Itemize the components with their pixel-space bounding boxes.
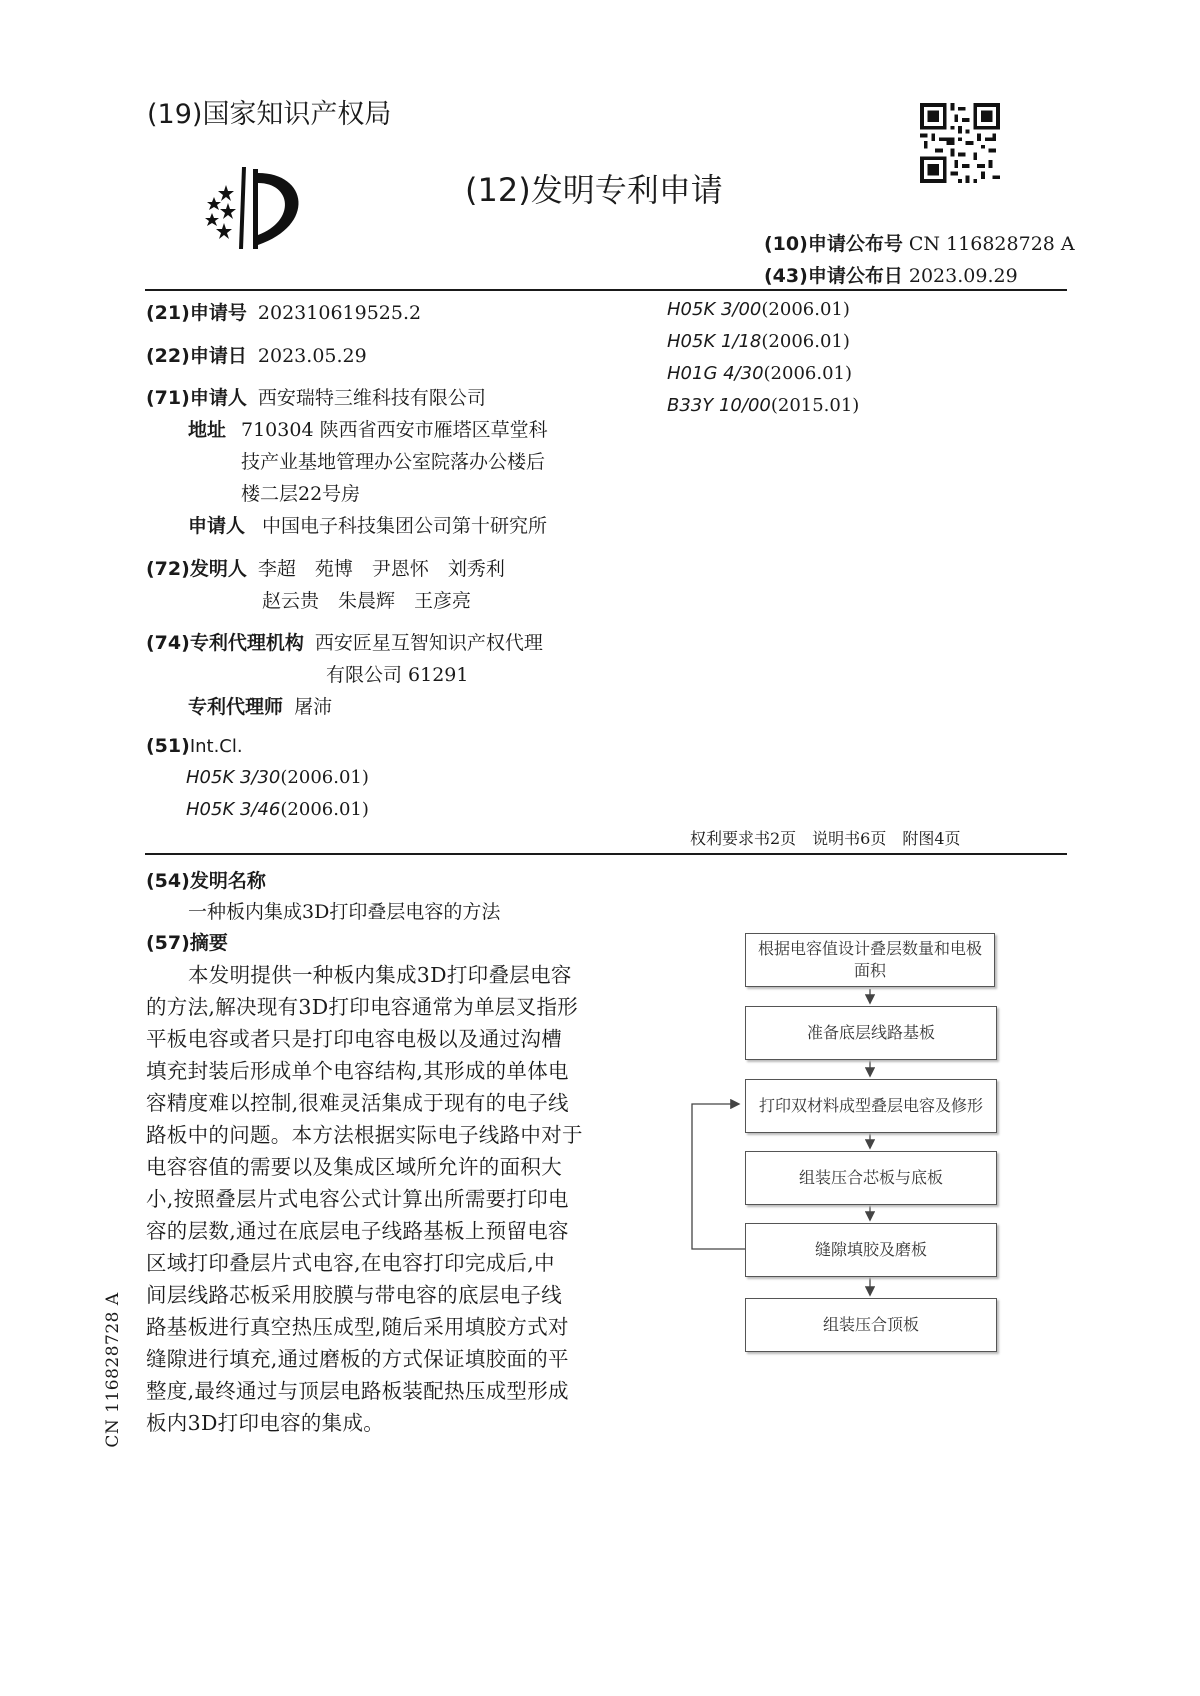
ipc-version: (2006.01) — [761, 299, 850, 320]
pub-date-label: 申请公布日 — [807, 265, 903, 287]
abstract-line: 板内3D打印电容的集成。 — [146, 1411, 385, 1435]
abstract-line: 本发明提供一种板内集成3D打印叠层电容 — [188, 963, 572, 987]
flow-step-2: 准备底层线路基板 — [745, 1006, 997, 1060]
applicant-1-value: 西安瑞特三维科技有限公司 — [257, 387, 486, 409]
applicant-2-value: 中国电子科技集团公司第十研究所 — [262, 515, 548, 537]
inventors-line-2: 赵云贵 朱晨辉 王彦亮 — [262, 590, 472, 612]
agency-line-1: 西安匠星互智知识产权代理 — [314, 632, 543, 654]
document-type-title: 发明专利申请 — [530, 171, 723, 209]
office-number: (19) — [147, 99, 203, 130]
pub-date-field-number: (43) — [764, 265, 808, 287]
applicant-2-label: 申请人 — [188, 515, 246, 537]
flow-step-6: 组装压合顶板 — [745, 1298, 997, 1352]
abstract-line: 小,按照叠层片式电容公式计算出所需要打印电 — [146, 1187, 569, 1211]
app-date-value: 2023.05.29 — [257, 345, 367, 367]
ipc-version: (2015.01) — [770, 395, 860, 416]
inventor-field-number: (72) — [146, 558, 190, 580]
agent-value: 屠沛 — [294, 696, 333, 718]
flow-step-1: 根据电容值设计叠层数量和电极面积 — [745, 933, 995, 987]
abstract-line: 间层线路芯板采用胶膜与带电容的底层电子线 — [146, 1283, 562, 1307]
address-line-1: 710304 陕西省西安市雁塔区草堂科 — [241, 419, 548, 441]
pub-no-value: CN 116828728 A — [908, 233, 1075, 255]
title-label: 发明名称 — [189, 870, 266, 892]
pub-no-field-number: (10) — [764, 233, 808, 255]
invention-title: 一种板内集成3D打印叠层电容的方法 — [188, 901, 501, 923]
ipc-code: H05K 3/30 — [186, 767, 281, 788]
abstract-line: 容的层数,通过在底层电子线路基板上预留电容 — [146, 1219, 569, 1243]
abstract-line: 的方法,解决现有3D打印电容通常为单层叉指形 — [146, 995, 579, 1019]
address-line-2: 技产业基地管理办公室院落办公楼后 — [241, 451, 546, 473]
abstract-line: 路板中的问题。本方法根据实际电子线路中对于 — [146, 1123, 583, 1147]
abstract-label: 摘要 — [189, 932, 228, 954]
app-date-label: 申请日 — [189, 345, 247, 367]
abstract-line: 容精度难以控制,很难灵活集成于现有的电子线 — [146, 1091, 569, 1115]
abstract-line: 平板电容或者只是打印电容电极以及通过沟槽 — [146, 1027, 562, 1051]
flow-step-5: 缝隙填胶及磨板 — [745, 1223, 997, 1277]
abstract-line: 填充封装后形成单个电容结构,其形成的单体电 — [146, 1059, 569, 1083]
pages-note: 权利要求书2页 说明书6页 附图4页 — [690, 829, 961, 848]
pub-no-label: 申请公布号 — [807, 233, 903, 255]
side-publication-number: CN 116828728 A — [103, 1292, 123, 1448]
applicant-label: 申请人 — [189, 387, 247, 409]
ipc-code: H05K 1/18 — [667, 331, 762, 352]
address-line-3: 楼二层22号房 — [241, 483, 361, 505]
address-label: 地址 — [188, 419, 227, 441]
flow-step-4: 组装压合芯板与底板 — [745, 1151, 997, 1205]
app-no-label: 申请号 — [189, 302, 247, 324]
document-type-number: (12) — [465, 171, 531, 209]
ipc-version: (2006.01) — [280, 767, 369, 788]
applicant-field-number: (71) — [146, 387, 190, 409]
ipc-version: (2006.01) — [763, 363, 853, 384]
app-no-value: 202310619525.2 — [257, 302, 422, 324]
agency-label: 专利代理机构 — [189, 632, 304, 654]
app-no-field-number: (21) — [146, 302, 190, 324]
abstract-line: 缝隙进行填充,通过磨板的方式保证填胶面的平 — [146, 1347, 569, 1371]
flow-step-3: 打印双材料成型叠层电容及修形 — [745, 1079, 997, 1133]
intcl-label: Int.Cl. — [189, 736, 243, 757]
ipc-code: H05K 3/46 — [186, 799, 281, 820]
abstract-line: 整度,最终通过与顶层电路板装配热压成型形成 — [146, 1379, 569, 1403]
intcl-field-number: (51) — [146, 735, 190, 757]
ipc-version: (2006.01) — [280, 799, 369, 820]
office-name: 国家知识产权局 — [202, 99, 392, 130]
inventors-line-1: 李超 苑博 尹恩怀 刘秀利 — [257, 558, 505, 580]
ipc-version: (2006.01) — [761, 331, 850, 352]
pub-date-value: 2023.09.29 — [908, 265, 1018, 287]
title-field-number: (54) — [146, 870, 190, 892]
app-date-field-number: (22) — [146, 345, 190, 367]
agency-field-number: (74) — [146, 632, 190, 654]
abstract-line: 区域打印叠层片式电容,在电容打印完成后,中 — [146, 1251, 555, 1275]
ipc-code: B33Y 10/00 — [667, 395, 771, 416]
agent-label: 专利代理师 — [188, 696, 284, 718]
agency-line-2: 有限公司 61291 — [326, 664, 469, 686]
abstract-line: 电容容值的需要以及集成区域所允许的面积大 — [146, 1155, 562, 1179]
inventor-label: 发明人 — [189, 558, 247, 580]
abstract-field-number: (57) — [146, 932, 190, 954]
ipc-code: H05K 3/00 — [667, 299, 762, 320]
ipc-code: H01G 4/30 — [667, 363, 764, 384]
abstract-line: 路基板进行真空热压成型,随后采用填胶方式对 — [146, 1315, 569, 1339]
